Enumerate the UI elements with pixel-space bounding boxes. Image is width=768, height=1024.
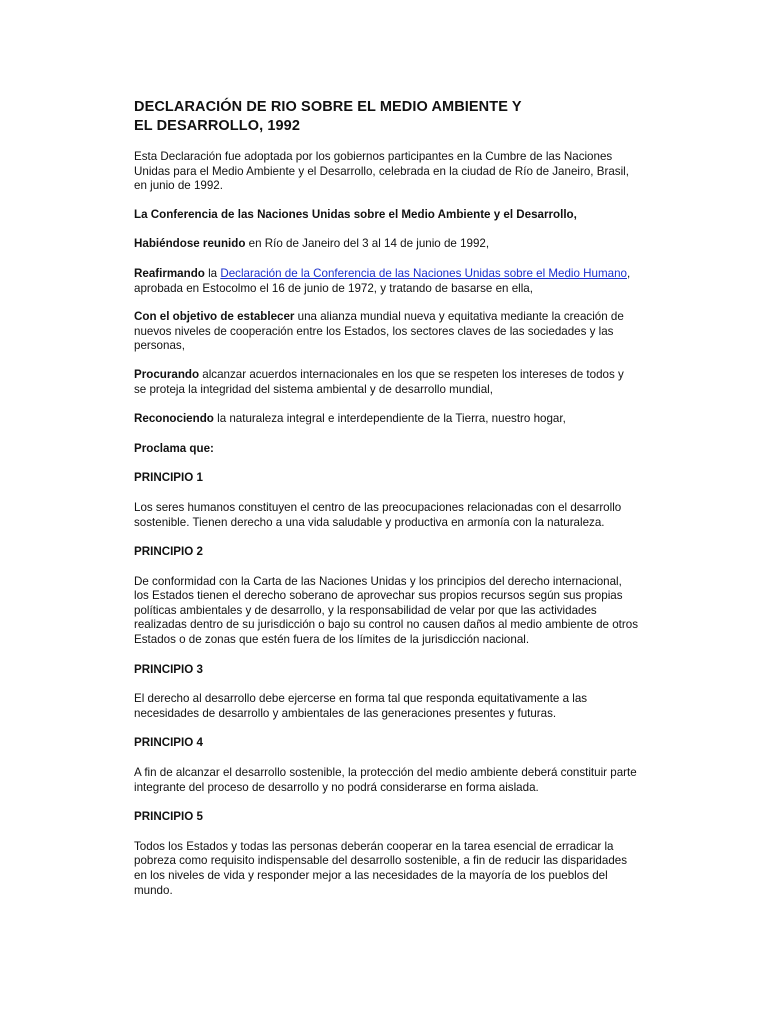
consideration-1 (134, 267, 638, 296)
consideration-2 (134, 310, 638, 354)
consideration-lead: Reafirmando (134, 266, 205, 280)
consideration-text: en Río de Janeiro del 3 al 14 de junio de 1992, (245, 237, 490, 251)
principle-text: Todos los Estados y todas las personas deberán cooperar en la tarea esencial de erradicar la pobreza como requisito indispensable del desarrollo sostenible, a fin de reducir las disparidades en los niveles de vida y responder mejor a las necesidades de la mayoría de los pueblos del mundo. (134, 839, 628, 897)
proclaims-statement: Proclama que: (134, 441, 214, 455)
principle-text: Los seres humanos constituyen el centro de las preocupaciones relacionadas con el desarrollo sostenible. Tienen derecho a una vida saludable y productiva en armonía con la naturaleza. (134, 500, 622, 529)
principle-heading: PRINCIPIO 2 (134, 545, 203, 559)
consideration-3 (134, 368, 638, 397)
document-title: DECLARACIÓN DE RIO SOBRE EL MEDIO AMBIENTE Y EL DESARROLLO, 1992 (134, 99, 522, 134)
consideration-text: la naturaleza integral e interdependiente de la Tierra, nuestro hogar, (213, 412, 566, 426)
intro-paragraph: Esta Declaración fue adoptada por los gobiernos participantes en la Cumbre de las Naciones Unidas para el Medio Ambiente y el Desarrollo, celebrada en la ciudad de Río de Janeiro, Brasil, en junio de 1992. (134, 150, 629, 193)
declaracion-estocolmo-link[interactable]: Declaración de la Conferencia de las Naciones Unidas sobre el Medio Humano (220, 266, 627, 280)
consideration-lead: Procurando (134, 367, 200, 381)
conference-statement: La Conferencia de las Naciones Unidas sobre el Medio Ambiente y el Desarrollo, (134, 207, 577, 221)
principle-text: De conformidad con la Carta de las Naciones Unidas y los principios del derecho internacional, los Estados tienen el derecho soberano de aprovechar sus propios recursos según sus propias políticas ambientales y de desarrollo, y la responsabilidad de velar por que las actividades realizadas dentro de su jurisdicción o bajo su control no causen daños al medio ambiente de otros Estados o de zonas que estén fuera de los límites de la jurisdicción nacional. (134, 574, 638, 647)
consideration-text: la (204, 266, 221, 280)
consideration-lead: Habiéndose reunido (134, 237, 246, 251)
principle-text: A fin de alcanzar el desarrollo sostenible, la protección del medio ambiente deberá constituir parte integrante del proceso de desarrollo y no podrá considerarse en forma aislada. (134, 766, 637, 794)
consideration-text: alcanzar acuerdos internacionales en los que se respeten los intereses de todos y se proteja la integridad del sistema ambiental y de desarrollo mundial, (134, 367, 624, 396)
principle-heading: PRINCIPIO 5 (134, 810, 203, 824)
principle-heading: PRINCIPIO 1 (134, 471, 203, 485)
consideration-lead: Con el objetivo de establecer (134, 310, 295, 324)
principle-heading: PRINCIPIO 4 (134, 736, 203, 750)
consideration-lead: Reconociendo (134, 412, 214, 426)
consideration-text: una alianza mundial nueva y equitativa mediante la creación de nuevos niveles de cooperación entre los Estados, los sectores claves de las sociedades y las personas, (134, 310, 624, 353)
consideration-4 (134, 412, 638, 427)
principle-text: El derecho al desarrollo debe ejercerse en forma tal que responda equitativamente a las necesidades de desarrollo y ambientales de las generaciones presentes y futuras. (134, 692, 588, 720)
principle-heading: PRINCIPIO 3 (134, 662, 203, 676)
document-page (134, 98, 638, 898)
consideration-0 (134, 237, 638, 252)
consideration-text: , aprobada en Estocolmo el 16 de junio de 1972, y tratando de basarse en ella, (134, 266, 631, 295)
